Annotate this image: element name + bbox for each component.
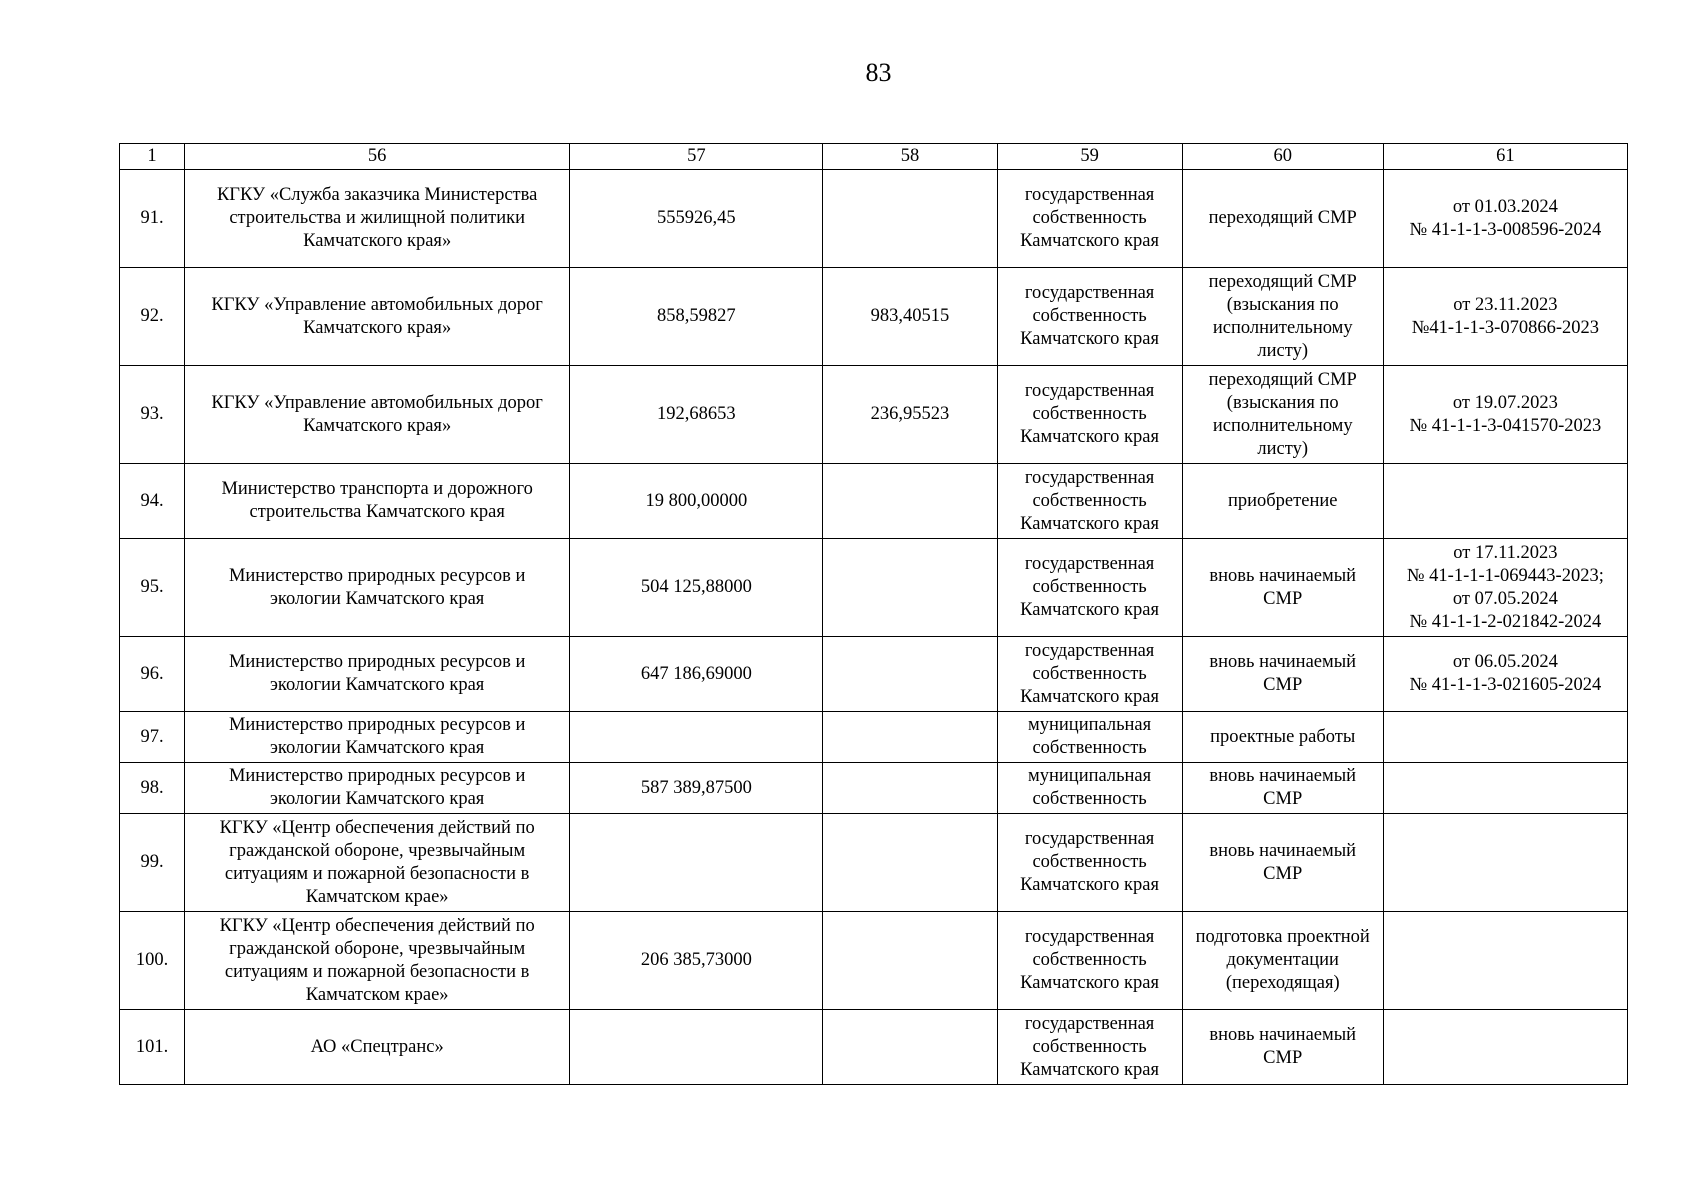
customer-cell: КГКУ «Управление автомобильных дорог Камчатского края»: [185, 268, 570, 366]
ownership-cell: государственная собственность Камчатского края: [997, 912, 1182, 1010]
work-type-cell: проектные работы: [1182, 712, 1383, 763]
column-header-1: 1: [120, 144, 185, 170]
row-number: 96.: [120, 637, 185, 712]
work-type-cell: переходящий СМР (взыскания по исполнительному листу): [1182, 268, 1383, 366]
amount-extra-cell: [823, 712, 997, 763]
customer-cell: КГКУ «Управление автомобильных дорог Камчатского края»: [185, 366, 570, 464]
column-header-59: 59: [997, 144, 1182, 170]
page-number: 83: [865, 58, 892, 87]
customer-cell: Министерство транспорта и дорожного строительства Камчатского края: [185, 464, 570, 539]
work-type-cell: вновь начинаемый СМР: [1182, 763, 1383, 814]
column-header-57: 57: [570, 144, 823, 170]
expertise-cell: [1383, 712, 1627, 763]
customer-cell: Министерство природных ресурсов и экологии Камчатского края: [185, 763, 570, 814]
customer-cell: КГКУ «Центр обеспечения действий по гражданской обороне, чрезвычайным ситуациям и пожарной безопасности в Камчатском крае»: [185, 912, 570, 1010]
amount-cell: [570, 712, 823, 763]
row-number: 97.: [120, 712, 185, 763]
column-header-60: 60: [1182, 144, 1383, 170]
expertise-cell: от 17.11.2023 № 41-1-1-1-069443-2023; от 07.05.2024 № 41-1-1-2-021842-2024: [1383, 539, 1627, 637]
table-row: [120, 912, 1628, 1010]
column-number-row: [120, 144, 1628, 170]
customer-cell: Министерство природных ресурсов и экологии Камчатского края: [185, 637, 570, 712]
amount-extra-cell: [823, 539, 997, 637]
ownership-cell: государственная собственность Камчатского края: [997, 637, 1182, 712]
work-type-cell: вновь начинаемый СМР: [1182, 814, 1383, 912]
amount-cell: 206 385,73000: [570, 912, 823, 1010]
table-row: [120, 763, 1628, 814]
amount-extra-cell: [823, 1010, 997, 1085]
amount-cell: 647 186,69000: [570, 637, 823, 712]
expertise-cell: от 01.03.2024 № 41-1-1-3-008596-2024: [1383, 170, 1627, 268]
amount-cell: 504 125,88000: [570, 539, 823, 637]
amount-extra-cell: [823, 637, 997, 712]
customer-cell: КГКУ «Центр обеспечения действий по гражданской обороне, чрезвычайным ситуациям и пожарной безопасности в Камчатском крае»: [185, 814, 570, 912]
row-number: 92.: [120, 268, 185, 366]
table-row: [120, 637, 1628, 712]
amount-extra-cell: 236,95523: [823, 366, 997, 464]
row-number: 100.: [120, 912, 185, 1010]
column-header-56: 56: [185, 144, 570, 170]
customer-cell: Министерство природных ресурсов и экологии Камчатского края: [185, 539, 570, 637]
work-type-cell: переходящий СМР: [1182, 170, 1383, 268]
customer-cell: Министерство природных ресурсов и экологии Камчатского края: [185, 712, 570, 763]
column-header-58: 58: [823, 144, 997, 170]
amount-extra-cell: [823, 464, 997, 539]
table-row: [120, 712, 1628, 763]
amount-cell: 587 389,87500: [570, 763, 823, 814]
ownership-cell: государственная собственность Камчатского края: [997, 814, 1182, 912]
amount-cell: 192,68653: [570, 366, 823, 464]
customer-cell: АО «Спецтранс»: [185, 1010, 570, 1085]
work-type-cell: подготовка проектной документации (переходящая): [1182, 912, 1383, 1010]
table-row: [120, 268, 1628, 366]
row-number: 99.: [120, 814, 185, 912]
ownership-cell: муниципальная собственность: [997, 712, 1182, 763]
amount-cell: 858,59827: [570, 268, 823, 366]
table-row: [120, 539, 1628, 637]
ownership-cell: государственная собственность Камчатского края: [997, 1010, 1182, 1085]
row-number: 101.: [120, 1010, 185, 1085]
row-number: 93.: [120, 366, 185, 464]
registry-table: [119, 143, 1628, 1085]
row-number: 91.: [120, 170, 185, 268]
work-type-cell: вновь начинаемый СМР: [1182, 637, 1383, 712]
table-row: [120, 366, 1628, 464]
row-number: 98.: [120, 763, 185, 814]
ownership-cell: государственная собственность Камчатского края: [997, 170, 1182, 268]
amount-extra-cell: [823, 814, 997, 912]
table-row: [120, 170, 1628, 268]
work-type-cell: приобретение: [1182, 464, 1383, 539]
amount-cell: [570, 814, 823, 912]
expertise-cell: [1383, 763, 1627, 814]
expertise-cell: [1383, 814, 1627, 912]
expertise-cell: [1383, 464, 1627, 539]
ownership-cell: государственная собственность Камчатского края: [997, 539, 1182, 637]
expertise-cell: от 23.11.2023 №41-1-1-3-070866-2023: [1383, 268, 1627, 366]
ownership-cell: муниципальная собственность: [997, 763, 1182, 814]
row-number: 95.: [120, 539, 185, 637]
work-type-cell: вновь начинаемый СМР: [1182, 539, 1383, 637]
amount-extra-cell: [823, 170, 997, 268]
expertise-cell: [1383, 912, 1627, 1010]
customer-cell: КГКУ «Служба заказчика Министерства строительства и жилищной политики Камчатского края»: [185, 170, 570, 268]
ownership-cell: государственная собственность Камчатского края: [997, 268, 1182, 366]
row-number: 94.: [120, 464, 185, 539]
expertise-cell: [1383, 1010, 1627, 1085]
table-row: [120, 814, 1628, 912]
work-type-cell: переходящий СМР (взыскания по исполнительному листу): [1182, 366, 1383, 464]
amount-cell: 555926,45: [570, 170, 823, 268]
expertise-cell: от 06.05.2024 № 41-1-1-3-021605-2024: [1383, 637, 1627, 712]
work-type-cell: вновь начинаемый СМР: [1182, 1010, 1383, 1085]
amount-extra-cell: [823, 763, 997, 814]
amount-cell: [570, 1010, 823, 1085]
amount-cell: 19 800,00000: [570, 464, 823, 539]
ownership-cell: государственная собственность Камчатского края: [997, 464, 1182, 539]
column-header-61: 61: [1383, 144, 1627, 170]
expertise-cell: от 19.07.2023 № 41-1-1-3-041570-2023: [1383, 366, 1627, 464]
amount-extra-cell: 983,40515: [823, 268, 997, 366]
amount-extra-cell: [823, 912, 997, 1010]
ownership-cell: государственная собственность Камчатского края: [997, 366, 1182, 464]
table-row: [120, 464, 1628, 539]
table-row: [120, 1010, 1628, 1085]
